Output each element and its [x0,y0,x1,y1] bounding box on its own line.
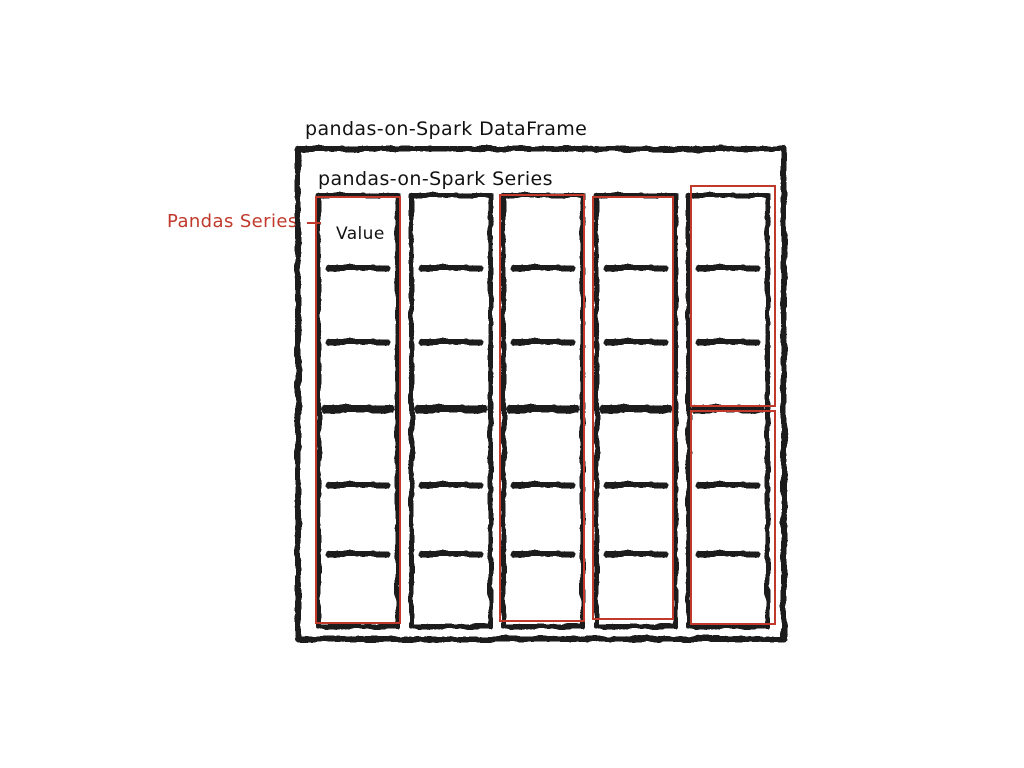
spark-series-highlight-0 [315,196,401,624]
spark-series-highlight-3 [592,196,674,620]
row-separator [419,482,483,488]
value-column-label: Value [336,224,385,244]
spark-series-title: pandas-on-Spark Series [318,168,553,190]
pandas-series-highlight-bottom [690,410,776,625]
partition-divider [415,405,487,413]
dataframe-title: pandas-on-Spark DataFrame [305,118,588,140]
pandas-series-highlight-top [690,185,776,407]
pandas-series-title: Pandas Series [167,211,298,232]
row-separator [419,265,483,271]
pandas-series-leader-line [307,222,321,224]
spark-series-highlight-2 [499,194,585,622]
row-separator [419,551,483,557]
row-separator [419,339,483,345]
